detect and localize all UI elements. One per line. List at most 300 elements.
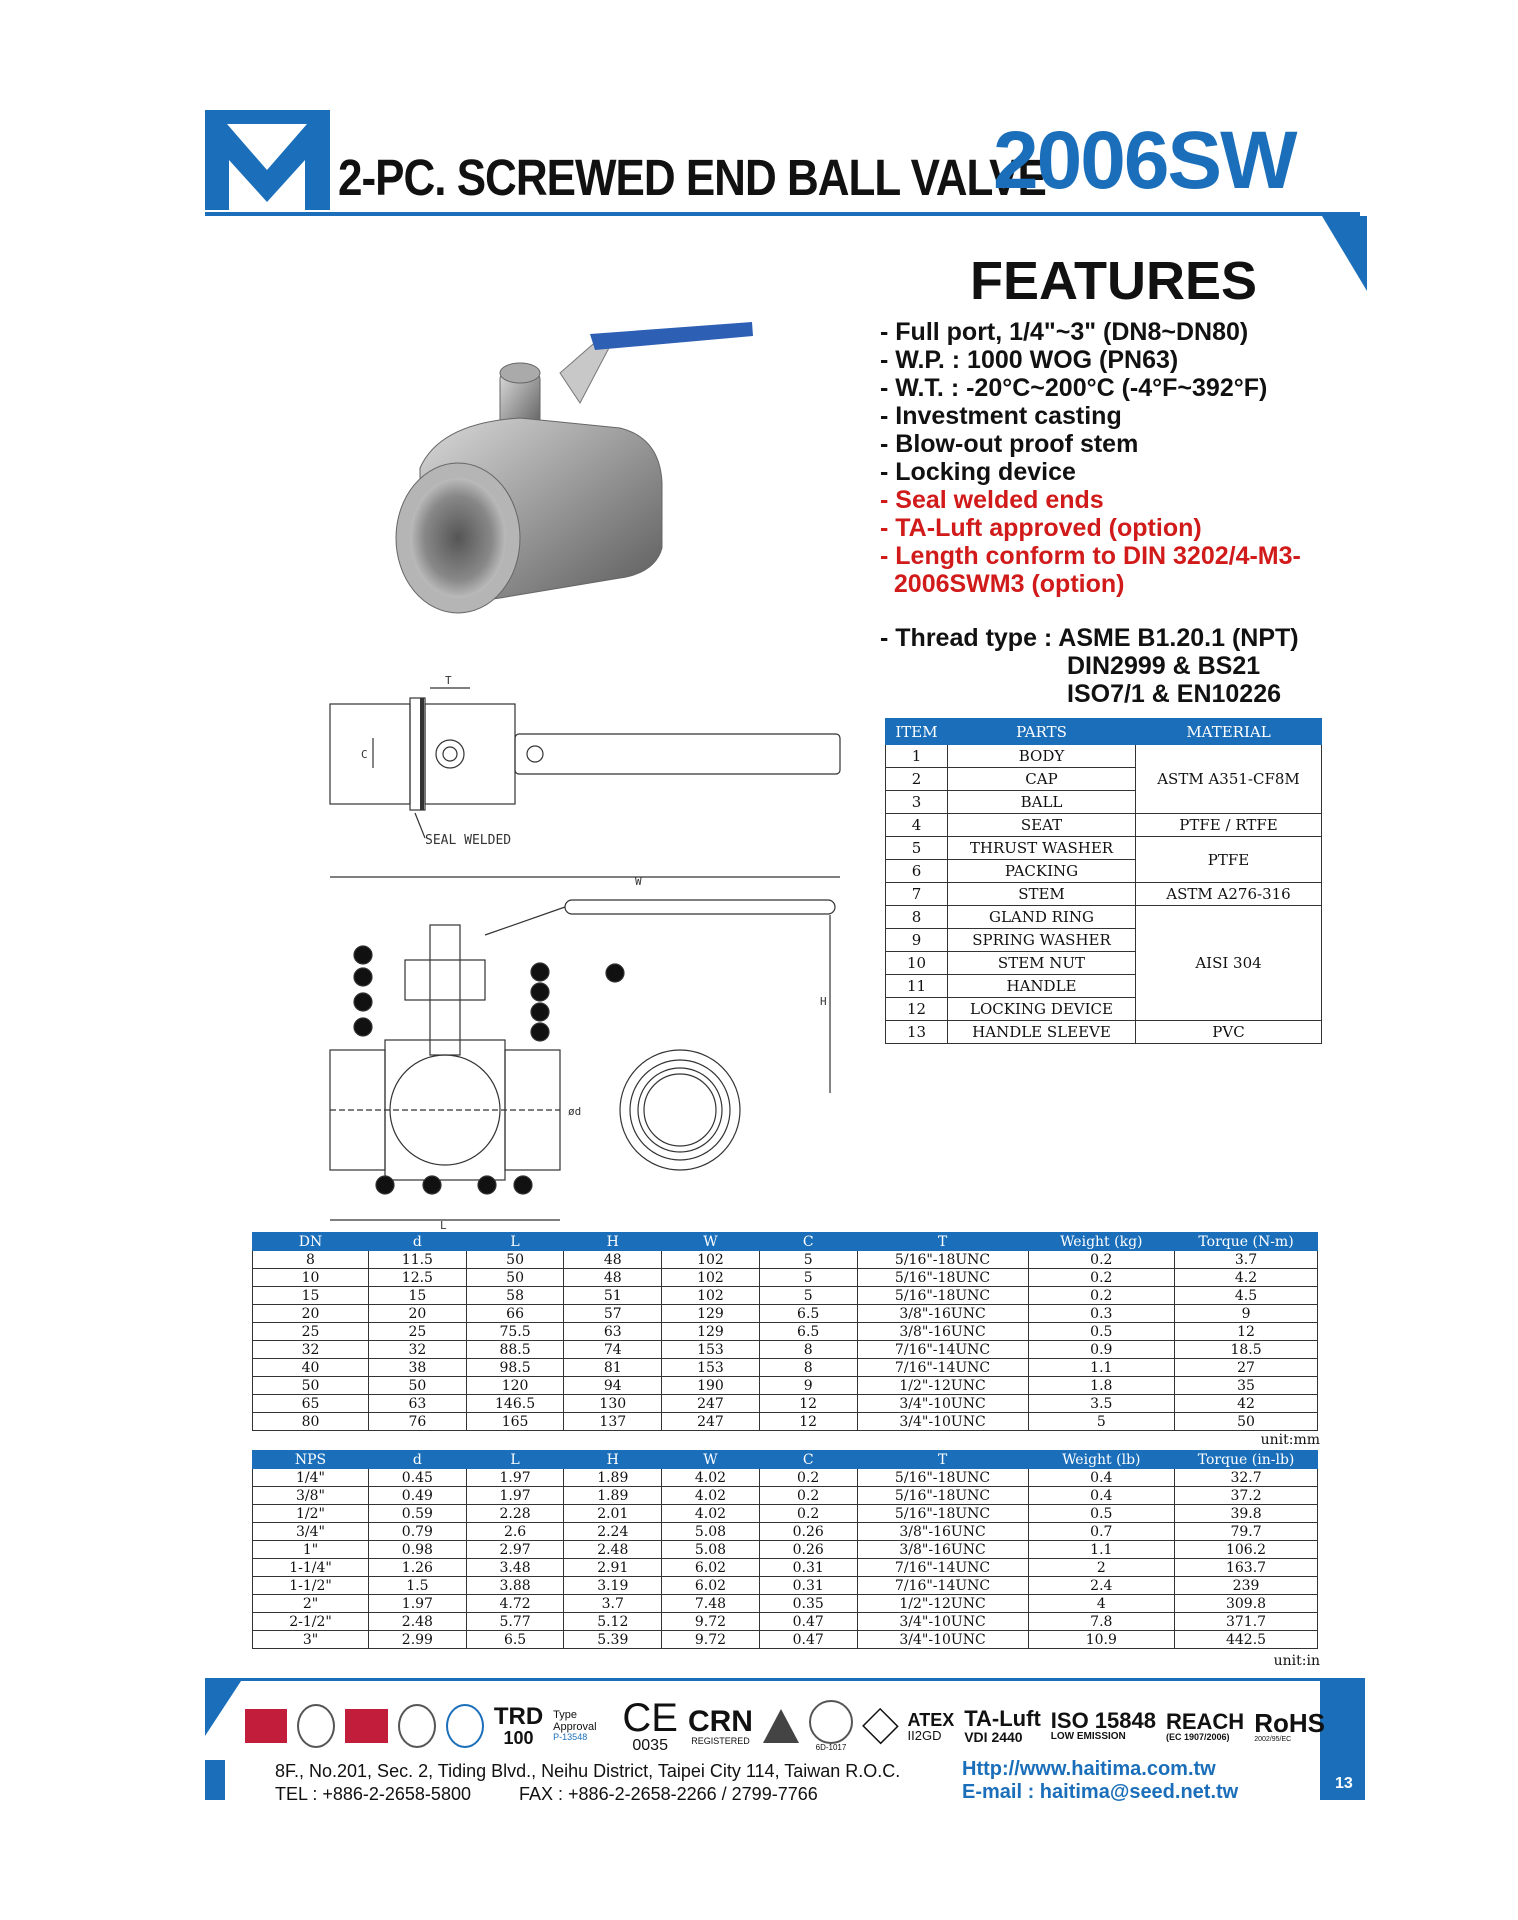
table-cell: 63 — [369, 1395, 467, 1413]
table-row — [253, 1287, 1318, 1305]
table-cell: 153 — [662, 1359, 760, 1377]
table-row — [253, 1251, 1318, 1269]
table-cell: 0.7 — [1028, 1523, 1175, 1541]
features-list — [880, 318, 1301, 598]
column-header: d — [369, 1233, 467, 1251]
table-cell: 2.24 — [564, 1523, 662, 1541]
table-cell: 48 — [564, 1251, 662, 1269]
column-header: DN — [253, 1233, 369, 1251]
ce-cert — [622, 1698, 678, 1754]
table-cell: 130 — [564, 1395, 662, 1413]
feature-item: - W.T. : -20°C~200°C (-4°F~392°F) — [880, 374, 1268, 402]
api-cert — [809, 1700, 853, 1752]
tuv-logo-icon — [446, 1704, 484, 1748]
table-cell: 42 — [1175, 1395, 1318, 1413]
table-cell: 6.02 — [662, 1577, 760, 1595]
feature-item: - W.P. : 1000 WOG (PN63) — [880, 346, 1179, 374]
material-cell: ASTM A276-316 — [1136, 883, 1322, 906]
rohs-sub: 2002/95/EC — [1254, 1735, 1292, 1743]
table-cell: 3.7 — [564, 1595, 662, 1613]
api-number: 6D-1017 — [815, 1743, 847, 1752]
table-cell: 247 — [662, 1413, 760, 1431]
table-cell: 3.48 — [466, 1559, 564, 1577]
thread-line: ISO7/1 & EN10226 — [1067, 680, 1282, 708]
column-header: d — [369, 1451, 467, 1469]
product-photo — [380, 318, 760, 648]
callout-12: 12 — [534, 965, 550, 979]
table-cell: 3.7 — [1175, 1251, 1318, 1269]
parts-header: ITEM — [886, 719, 948, 745]
table-cell: 10.9 — [1028, 1631, 1175, 1649]
material-cell: ASTM A351-CF8M — [1136, 745, 1322, 814]
table-cell: 76 — [369, 1413, 467, 1431]
table-cell: 102 — [662, 1287, 760, 1305]
atex-sub: II2GD — [907, 1727, 942, 1743]
unit-label-mm: unit:mm — [1260, 1432, 1320, 1448]
table-row — [886, 837, 1322, 860]
table-cell: 27 — [1175, 1359, 1318, 1377]
email-link[interactable]: E-mail : haitima@seed.net.tw — [962, 1781, 1239, 1803]
top-view-drawing — [325, 668, 845, 858]
table-cell: 102 — [662, 1251, 760, 1269]
3a-triangle-icon — [763, 1709, 799, 1743]
table-cell: 2.91 — [564, 1559, 662, 1577]
item-cell: 12 — [886, 998, 948, 1021]
thread-type — [880, 624, 1299, 708]
table-cell: 1.5 — [369, 1577, 467, 1595]
label-C: C — [361, 748, 368, 761]
table-cell: 6.5 — [759, 1323, 857, 1341]
dimension-table-mm — [252, 1232, 1318, 1431]
iso-cert — [1051, 1710, 1156, 1742]
table-cell: 3/4" — [253, 1523, 369, 1541]
part-cell: PACKING — [948, 860, 1136, 883]
table-row — [253, 1541, 1318, 1559]
table-cell: 1-1/2" — [253, 1577, 369, 1595]
table-row — [253, 1505, 1318, 1523]
table-cell: 0.35 — [759, 1595, 857, 1613]
table-row — [253, 1323, 1318, 1341]
table-row — [253, 1577, 1318, 1595]
callout-9: 9 — [360, 970, 368, 984]
part-cell: BALL — [948, 791, 1136, 814]
table-cell: 1/2"-12UNC — [857, 1377, 1028, 1395]
material-cell: PTFE — [1136, 837, 1322, 883]
table-cell: 5/16"-18UNC — [857, 1251, 1028, 1269]
table-cell: 0.98 — [369, 1541, 467, 1559]
column-header: Torque (in-lb) — [1175, 1451, 1318, 1469]
column-header: C — [759, 1233, 857, 1251]
ukas-logo-icon — [297, 1704, 335, 1748]
column-header: W — [662, 1451, 760, 1469]
item-cell: 6 — [886, 860, 948, 883]
table-cell: 63 — [564, 1323, 662, 1341]
table-cell: 371.7 — [1175, 1613, 1318, 1631]
table-cell: 2.28 — [466, 1505, 564, 1523]
table-cell: 0.31 — [759, 1559, 857, 1577]
header-rule — [205, 212, 1360, 216]
column-header: Weight (kg) — [1028, 1233, 1175, 1251]
table-cell: 0.4 — [1028, 1469, 1175, 1487]
footer-corner-bottom-left — [205, 1760, 225, 1800]
table-cell: 163.7 — [1175, 1559, 1318, 1577]
item-cell: 1 — [886, 745, 948, 768]
callout-11: 11 — [357, 995, 373, 1009]
column-header: C — [759, 1451, 857, 1469]
table-row — [886, 906, 1322, 929]
table-cell: 0.5 — [1028, 1505, 1175, 1523]
item-cell: 3 — [886, 791, 948, 814]
table-cell: 3.19 — [564, 1577, 662, 1595]
table-cell: 8 — [759, 1359, 857, 1377]
material-cell: PTFE / RTFE — [1136, 814, 1322, 837]
table-row — [886, 814, 1322, 837]
part-cell: CAP — [948, 768, 1136, 791]
table-cell: 3" — [253, 1631, 369, 1649]
table-cell: 57 — [564, 1305, 662, 1323]
bureau-veritas-marine-badge — [345, 1709, 387, 1743]
feature-item-highlight: - Seal welded ends — [880, 486, 1104, 514]
table-cell: 0.9 — [1028, 1341, 1175, 1359]
table-cell: 3/4"-10UNC — [857, 1631, 1028, 1649]
table-header-row — [253, 1451, 1318, 1469]
table-row — [253, 1595, 1318, 1613]
table-cell: 0.2 — [1028, 1251, 1175, 1269]
table-cell: 8 — [253, 1251, 369, 1269]
table-cell: 32.7 — [1175, 1469, 1318, 1487]
table-cell: 7.8 — [1028, 1613, 1175, 1631]
parts-header: PARTS — [948, 719, 1136, 745]
table-cell: 1.1 — [1028, 1359, 1175, 1377]
table-row — [253, 1523, 1318, 1541]
item-cell: 9 — [886, 929, 948, 952]
table-cell: 0.79 — [369, 1523, 467, 1541]
table-cell: 129 — [662, 1305, 760, 1323]
callout-7: 7 — [360, 1020, 368, 1034]
item-cell: 8 — [886, 906, 948, 929]
table-cell: 2.97 — [466, 1541, 564, 1559]
callout-2: 2 — [382, 1178, 390, 1192]
table-cell: 5.12 — [564, 1613, 662, 1631]
table-cell: 239 — [1175, 1577, 1318, 1595]
table-cell: 1.97 — [466, 1487, 564, 1505]
model-number: 2006SW — [993, 115, 1296, 206]
part-cell: THRUST WASHER — [948, 837, 1136, 860]
trd-label: TRD — [493, 1703, 544, 1730]
table-cell: 0.3 — [1028, 1305, 1175, 1323]
thread-label: - Thread type : ASME B1.20.1 (NPT) — [880, 624, 1299, 652]
table-cell: 3/8"-16UNC — [857, 1523, 1028, 1541]
table-cell: 75.5 — [466, 1323, 564, 1341]
column-header: H — [564, 1451, 662, 1469]
material-cell: AISI 304 — [1136, 906, 1322, 1021]
feature-item: - Full port, 1/4"~3" (DN8~DN80) — [880, 318, 1249, 346]
callout-8: 8 — [537, 985, 545, 999]
table-cell: 7/16"-14UNC — [857, 1359, 1028, 1377]
table-row — [253, 1341, 1318, 1359]
table-cell: 80 — [253, 1413, 369, 1431]
part-cell: GLAND RING — [948, 906, 1136, 929]
rohs-cert — [1254, 1707, 1325, 1743]
feature-item: - Investment casting — [880, 402, 1122, 430]
table-cell: 4.02 — [662, 1469, 760, 1487]
features-title: FEATURES — [970, 251, 1258, 311]
table-cell: 137 — [564, 1413, 662, 1431]
column-header: H — [564, 1233, 662, 1251]
table-cell: 3/8"-16UNC — [857, 1305, 1028, 1323]
ce-number: 0035 — [632, 1737, 668, 1754]
table-cell: 1.26 — [369, 1559, 467, 1577]
callout-6: 6 — [537, 1005, 545, 1019]
table-cell: 88.5 — [466, 1341, 564, 1359]
callout-5: 5 — [537, 1025, 545, 1039]
table-row — [886, 745, 1322, 768]
table-cell: 1.1 — [1028, 1541, 1175, 1559]
table-cell: 1.89 — [564, 1469, 662, 1487]
table-cell: 15 — [253, 1287, 369, 1305]
crn-sub: REGISTERED — [691, 1735, 750, 1746]
table-row — [253, 1395, 1318, 1413]
part-cell: STEM NUT — [948, 952, 1136, 975]
table-cell: 7/16"-14UNC — [857, 1341, 1028, 1359]
taluft-cert — [964, 1708, 1041, 1744]
contact-line — [275, 1783, 900, 1806]
part-cell: SPRING WASHER — [948, 929, 1136, 952]
item-cell: 2 — [886, 768, 948, 791]
table-cell: 442.5 — [1175, 1631, 1318, 1649]
table-cell: 7.48 — [662, 1595, 760, 1613]
table-cell: 5/16"-18UNC — [857, 1269, 1028, 1287]
table-cell: 6.5 — [759, 1305, 857, 1323]
corner-triangle — [1322, 216, 1367, 291]
table-cell: 3.88 — [466, 1577, 564, 1595]
table-cell: 190 — [662, 1377, 760, 1395]
table-cell: 7/16"-14UNC — [857, 1559, 1028, 1577]
table-cell: 25 — [369, 1323, 467, 1341]
table-cell: 0.59 — [369, 1505, 467, 1523]
ce-mark: CE — [622, 1696, 678, 1740]
low-emission-label: LOW EMISSION — [1050, 1731, 1126, 1742]
page-number: 13 — [1335, 1775, 1353, 1792]
table-cell: 0.2 — [1028, 1287, 1175, 1305]
table-cell: 0.2 — [1028, 1269, 1175, 1287]
part-cell: STEM — [948, 883, 1136, 906]
table-cell: 165 — [466, 1413, 564, 1431]
table-cell: 50 — [253, 1377, 369, 1395]
table-header-row — [253, 1233, 1318, 1251]
table-cell: 12.5 — [369, 1269, 467, 1287]
table-cell: 35 — [1175, 1377, 1318, 1395]
table-row — [253, 1559, 1318, 1577]
table-cell: 0.26 — [759, 1523, 857, 1541]
label-W: W — [635, 875, 642, 888]
approval-number: P-13548 — [553, 1732, 588, 1743]
label-L: L — [440, 1219, 447, 1230]
column-header: NPS — [253, 1451, 369, 1469]
item-cell: 5 — [886, 837, 948, 860]
rohs-label: RoHS — [1254, 1707, 1325, 1738]
item-cell: 4 — [886, 814, 948, 837]
table-cell: 4.72 — [466, 1595, 564, 1613]
part-cell: HANDLE SLEEVE — [948, 1021, 1136, 1044]
table-cell: 3/8" — [253, 1487, 369, 1505]
table-row — [253, 1487, 1318, 1505]
table-cell: 18.5 — [1175, 1341, 1318, 1359]
table-cell: 2.6 — [466, 1523, 564, 1541]
table-cell: 1/4" — [253, 1469, 369, 1487]
vdi-label: VDI 2440 — [964, 1729, 1023, 1745]
table-cell: 5/16"-18UNC — [857, 1287, 1028, 1305]
table-cell: 9 — [759, 1377, 857, 1395]
telephone: TEL : +886-2-2658-5800 — [275, 1784, 471, 1804]
table-cell: 6.02 — [662, 1559, 760, 1577]
label-d: ød — [568, 1105, 582, 1118]
item-cell: 11 — [886, 975, 948, 998]
table-cell: 5 — [759, 1251, 857, 1269]
table-cell: 2.4 — [1028, 1577, 1175, 1595]
column-header: Torque (N-m) — [1175, 1233, 1318, 1251]
table-cell: 1/2"-12UNC — [857, 1595, 1028, 1613]
footer-corner-left — [205, 1678, 243, 1736]
table-cell: 2" — [253, 1595, 369, 1613]
table-cell: 2.99 — [369, 1631, 467, 1649]
table-cell: 50 — [1175, 1413, 1318, 1431]
feature-item: - Locking device — [880, 458, 1076, 486]
table-cell: 0.2 — [759, 1505, 857, 1523]
label-H: H — [820, 995, 827, 1008]
table-cell: 12 — [759, 1413, 857, 1431]
table-cell: 38 — [369, 1359, 467, 1377]
table-cell: 50 — [369, 1377, 467, 1395]
column-header: W — [662, 1233, 760, 1251]
table-cell: 50 — [466, 1269, 564, 1287]
table-cell: 74 — [564, 1341, 662, 1359]
part-cell: LOCKING DEVICE — [948, 998, 1136, 1021]
table-cell: 32 — [253, 1341, 369, 1359]
table-cell: 5/16"-18UNC — [857, 1487, 1028, 1505]
table-cell: 5 — [759, 1269, 857, 1287]
table-cell: 98.5 — [466, 1359, 564, 1377]
label-T: T — [445, 674, 452, 687]
table-cell: 4.02 — [662, 1487, 760, 1505]
parts-header: MATERIAL — [1136, 719, 1322, 745]
company-logo — [205, 110, 330, 210]
table-cell: 2.01 — [564, 1505, 662, 1523]
table-cell: 129 — [662, 1323, 760, 1341]
callout-1: 1 — [520, 1178, 528, 1192]
crn-cert — [687, 1704, 753, 1746]
table-cell: 37.2 — [1175, 1487, 1318, 1505]
address-line: 8F., No.201, Sec. 2, Tiding Blvd., Neihu District, Taipei City 114, Taiwan R.O.C. — [275, 1761, 901, 1781]
part-cell: SEAT — [948, 814, 1136, 837]
item-cell: 10 — [886, 952, 948, 975]
table-cell: 50 — [466, 1251, 564, 1269]
section-drawing — [325, 865, 855, 1230]
item-cell: 13 — [886, 1021, 948, 1044]
material-cell: PVC — [1136, 1021, 1322, 1044]
table-cell: 3/4"-10UNC — [857, 1413, 1028, 1431]
trd-number: 100 — [503, 1728, 534, 1748]
table-cell: 4.02 — [662, 1505, 760, 1523]
table-row — [253, 1613, 1318, 1631]
crn-label: CRN — [687, 1704, 753, 1738]
table-cell: 81 — [564, 1359, 662, 1377]
parts-table — [885, 718, 1322, 1044]
table-cell: 5.77 — [466, 1613, 564, 1631]
table-cell: 153 — [662, 1341, 760, 1359]
table-cell: 79.7 — [1175, 1523, 1318, 1541]
callout-3: 3 — [429, 1178, 437, 1192]
fax: FAX : +886-2-2658-2266 / 2799-7766 — [519, 1784, 818, 1804]
iso-label: ISO 15848 — [1050, 1708, 1156, 1733]
callout-10: 10 — [357, 948, 373, 962]
table-cell: 0.47 — [759, 1613, 857, 1631]
table-cell: 7/16"-14UNC — [857, 1577, 1028, 1595]
callout-13: 13 — [609, 966, 625, 980]
thread-line: DIN2999 & BS21 — [1067, 652, 1261, 680]
table-cell: 5.39 — [564, 1631, 662, 1649]
feature-item: - Blow-out proof stem — [880, 430, 1139, 458]
column-header: T — [857, 1451, 1028, 1469]
table-row — [253, 1305, 1318, 1323]
table-row — [253, 1359, 1318, 1377]
table-cell: 2-1/2" — [253, 1613, 369, 1631]
table-cell: 5.08 — [662, 1523, 760, 1541]
table-cell: 9.72 — [662, 1631, 760, 1649]
table-cell: 0.2 — [759, 1469, 857, 1487]
table-cell: 10 — [253, 1269, 369, 1287]
website-link[interactable]: Http://www.haitima.com.tw — [962, 1758, 1216, 1780]
table-cell: 5 — [759, 1287, 857, 1305]
table-cell: 58 — [466, 1287, 564, 1305]
table-cell: 40 — [253, 1359, 369, 1377]
type-approval — [553, 1709, 612, 1743]
page-title: 2-PC. SCREWED END BALL VALVE — [338, 150, 1046, 207]
table-cell: 0.49 — [369, 1487, 467, 1505]
table-cell: 65 — [253, 1395, 369, 1413]
feature-item-highlight: 2006SWM3 (option) — [880, 570, 1125, 598]
reach-cert — [1165, 1708, 1245, 1742]
certification-logos — [245, 1692, 1325, 1760]
table-cell: 20 — [369, 1305, 467, 1323]
table-cell: 102 — [662, 1269, 760, 1287]
table-cell: 0.31 — [759, 1577, 857, 1595]
table-cell: 3.5 — [1028, 1395, 1175, 1413]
api-monogram-icon — [809, 1700, 853, 1744]
table-cell: 2.48 — [564, 1541, 662, 1559]
table-cell: 66 — [466, 1305, 564, 1323]
atex-cert — [908, 1711, 955, 1742]
table-cell: 4 — [1028, 1595, 1175, 1613]
table-row — [253, 1269, 1318, 1287]
feature-item-highlight: - TA-Luft approved (option) — [880, 514, 1202, 542]
feature-item-highlight: - Length conform to DIN 3202/4-M3- — [880, 542, 1301, 570]
table-cell: 5.08 — [662, 1541, 760, 1559]
table-cell: 0.2 — [759, 1487, 857, 1505]
table-cell: 3/4"-10UNC — [857, 1395, 1028, 1413]
column-header: L — [466, 1233, 564, 1251]
table-cell: 1.8 — [1028, 1377, 1175, 1395]
table-row — [253, 1469, 1318, 1487]
table-cell: 1.89 — [564, 1487, 662, 1505]
table-row — [886, 883, 1322, 906]
table-cell: 48 — [564, 1269, 662, 1287]
table-row — [253, 1631, 1318, 1649]
table-cell: 9 — [1175, 1305, 1318, 1323]
table-cell: 25 — [253, 1323, 369, 1341]
table-cell: 12 — [1175, 1323, 1318, 1341]
table-cell: 0.4 — [1028, 1487, 1175, 1505]
